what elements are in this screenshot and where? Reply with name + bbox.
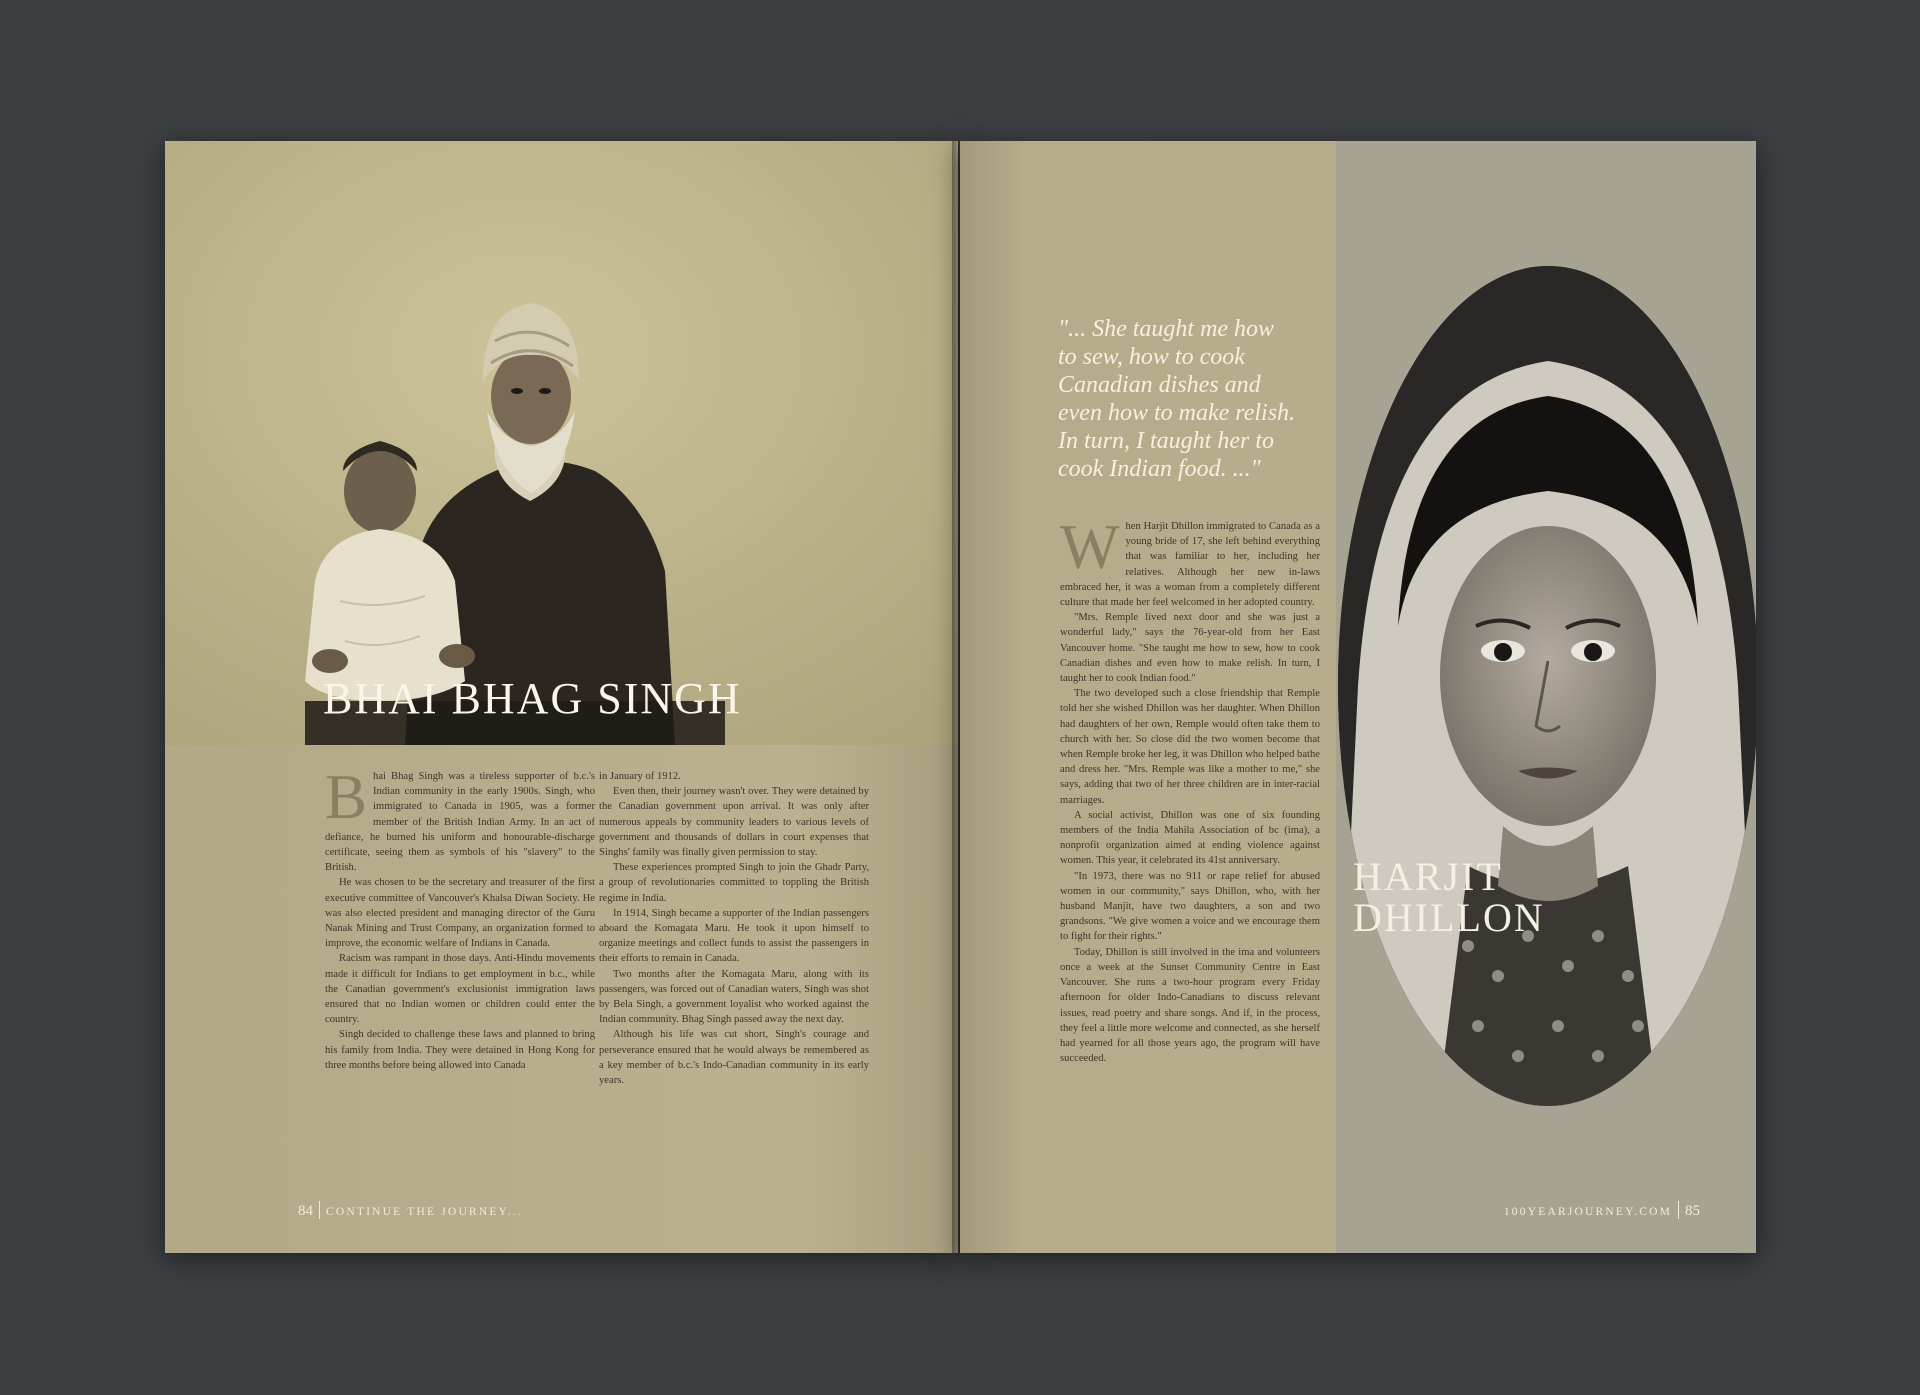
- woman-portrait-photo: [1338, 266, 1756, 1106]
- paragraph: Today, Dhillon is still involved in the ima and volunteers once a week at the Sunset Community Centre in East Vancouver. She runs a two-hour program every Friday afternoon for older Indo-Canadians to discuss relevant issues, read poetry and share songs. And if, in the process, they feel a little more welcome and connected, as she herself had yearned for all those years ago, the program will have succeeded.: [1060, 946, 1320, 1065]
- paragraph: He was chosen to be the secretary and treasurer of the first executive committee of Vancouver's Khalsa Diwan Society. He was also elected president and managing director of the Guru Nanak Mining and Trust Company, an organization formed to improve, the economic welfare of Indians in Canada.: [325, 877, 595, 950]
- drop-cap: W: [1060, 512, 1120, 582]
- paragraph: A social activist, Dhillon was one of six founding members of the India Mahila Association of bc (ima), a nonprofit organization aimed at ending violence against women. This year, it celebrated its 41st anniversary.: [1060, 809, 1320, 867]
- paragraph: Singh decided to challenge these laws and planned to bring his family from India. They were detained in Hong Kong for three months before being allowed into Canada: [325, 1029, 595, 1071]
- man-with-turban-holding-child-photo: [165, 141, 958, 745]
- footer-text: CONTINUE THE JOURNEY...: [326, 1206, 523, 1218]
- drop-cap: B: [325, 762, 368, 832]
- paragraph: Racism was rampant in those days. Anti-Hindu movements made it difficult for Indians to get employment in b.c., while the Canadian government's exclusionist immigration laws ensured that no Indian women or children could enter the country.: [325, 953, 595, 1026]
- left-page: [165, 141, 958, 1253]
- paragraph: These experiences prompted Singh to join the Ghadr Party, a group of revolutionaries committed to toppling the British regime in India.: [599, 862, 869, 904]
- paragraph: "Mrs. Remple lived next door and she was just a wonderful lady," says the 76-year-old from her East Vancouver home. "She taught me how to sew, how to cook Canadian dishes and even how to make relish. In turn, I taught her to cook Indian food.": [1060, 612, 1320, 685]
- portrait-panel: [1336, 141, 1756, 1253]
- page-number: 85: [1685, 1203, 1700, 1219]
- footer-divider: [1678, 1201, 1679, 1219]
- paragraph: The two developed such a close friendship that Remple told her she wished Dhillon was her daughter. When Dhillon had daughters of her own, Remple would often take them to church with her. So close did the two women become that when Remple broke her leg, it was Dhillon who helped bathe and dress her. "Mrs. Remple was like a mother to me," she says, adding that two of her three children are in inter-racial marriages.: [1060, 688, 1320, 806]
- paragraph: in January of 1912.: [599, 771, 681, 782]
- paragraph: hen Harjit Dhillon immigrated to Canada as a young bride of 17, she left behind everything that was familiar to her, including her relatives. Although her new in-laws embraced her, it was a woman from a completely different culture that made her feel welcomed in her adopted country.: [1060, 521, 1320, 609]
- footer-website: 100YEARJOURNEY.COM: [1503, 1206, 1672, 1218]
- footer-left: [298, 1201, 523, 1220]
- paragraph: Although his life was cut short, Singh's courage and perseverance ensured that he would always be remembered as a key member of b.c.'s Indo-Canadian community in its early years.: [599, 1029, 869, 1087]
- paragraph: "In 1973, there was no 911 or rape relief for abused women in our community," says Dhillon, who, with her husband Manjit, have two daughters, a son and two grandsons. "We give women a voice and we encourage them to fight for their rights.": [1060, 870, 1320, 943]
- footer-divider: [319, 1201, 320, 1219]
- paragraph: Two months after the Komagata Maru, along with its passengers, was forced out of Canadian waters, Singh was shot by Bela Singh, a government loyalist who worked against the Indian community. Bhag Singh passed away the next day.: [599, 968, 869, 1026]
- right-page: [960, 141, 1756, 1253]
- title-line-2: DHILLON: [1353, 895, 1545, 940]
- paragraph: Even then, their journey wasn't over. They were detained by the Canadian government upon arrival. It was only after numerous appeals by community leaders to various levels of government and thousands of dollars in court expenses that Singhs' family was finally given permission to stay.: [599, 786, 869, 859]
- pull-quote: "... She taught me how to sew, how to cook Canadian dishes and even how to make relish. In turn, I taught her to cook Indian food. ...": [1058, 316, 1296, 482]
- right-column: [1060, 512, 1320, 1066]
- article-title-harjit-dhillon: [1353, 856, 1545, 938]
- left-column-2: [599, 769, 869, 1088]
- paragraph: hai Bhag Singh was a tireless supporter of b.c.'s Indian community in the early 1900s. Singh, who immigrated to Canada in 1905, was a former member of the British Indian Army. In an act of defiance, he burned his uniform and honourable-discharge certificate, seeing them as symbols of his "slavery" to the British.: [325, 771, 595, 874]
- left-column-1: [325, 762, 595, 1073]
- title-line-1: HARJIT: [1353, 854, 1503, 899]
- page-number: 84: [298, 1203, 313, 1219]
- article-title-bhai-bhag-singh: BHAI BHAG SINGH: [323, 674, 742, 723]
- footer-right: [1504, 1201, 1700, 1220]
- paragraph: In 1914, Singh became a supporter of the Indian passengers aboard the Komagata Maru. He took it upon himself to organize meetings and collect funds to assist the passengers in their efforts to remain in Canada.: [599, 907, 869, 965]
